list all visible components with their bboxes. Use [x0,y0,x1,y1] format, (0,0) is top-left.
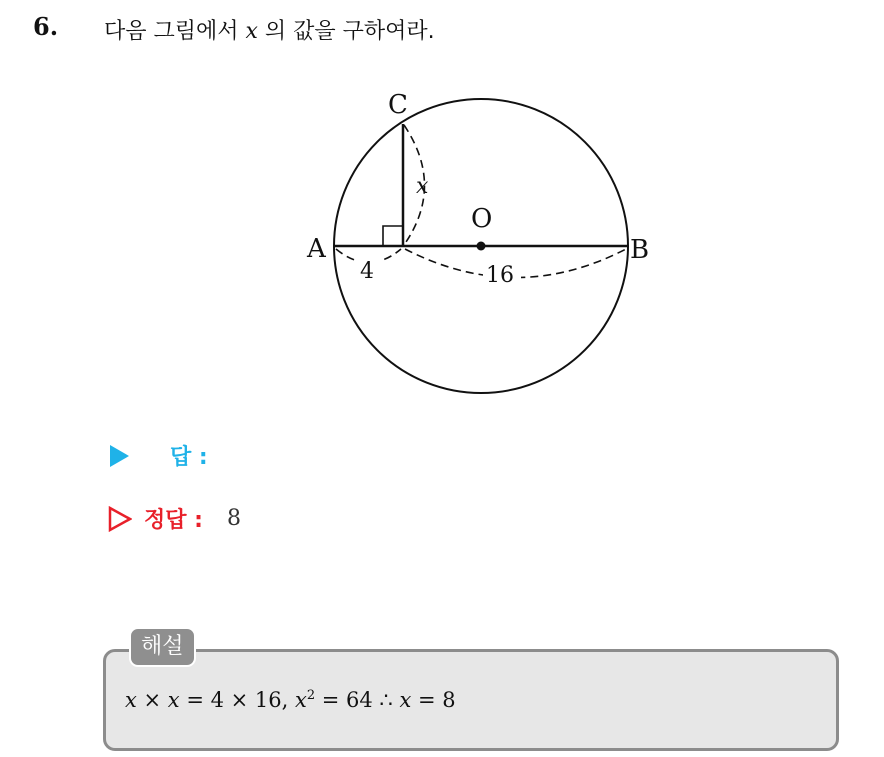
question-number: 6. [33,12,59,41]
label-x: x [416,174,429,199]
solution-tab: 해설 [129,627,196,667]
solution-var-x1: x [125,688,137,712]
answer-correct-label: 정답 : [144,508,203,533]
answer-correct-row [108,503,241,534]
solution-text [125,688,456,712]
solution-eq2: = 64 ∴ [315,688,400,712]
label-a: A [307,234,326,264]
question-text-before: 다음 그림에서 [104,19,246,44]
filled-triangle-icon [108,444,130,468]
question-text-after: 의 값을 구하여라. [257,19,435,44]
solution-var-x2: x [167,688,180,712]
solution-exponent: 2 [306,688,316,703]
question-variable: x [245,19,258,44]
solution-var-x3: x [294,688,307,712]
answer-correct-value: 8 [226,506,241,531]
solution-var-x4: x [399,688,412,712]
label-o: O [471,204,493,234]
label-4: 4 [360,259,374,284]
answer-blank-label: 답 : [170,445,208,470]
answer-blank-row [108,440,208,471]
label-c: C [388,90,408,120]
label-b: B [630,235,650,265]
solution-eq1: = 4 × 16, [179,688,295,712]
outline-triangle-icon [108,506,132,532]
solution-eq3: = 8 [411,688,456,712]
right-angle-mark [383,226,403,246]
solution-times: × [136,688,168,712]
center-point-o [477,242,486,251]
label-16: 16 [486,263,514,288]
